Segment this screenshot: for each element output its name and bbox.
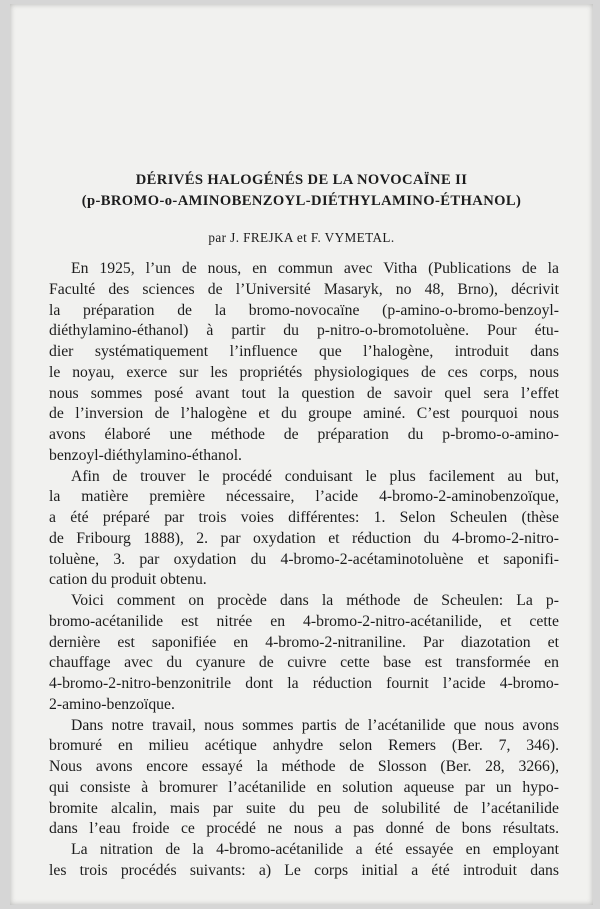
text-line: a été préparé par trois voies différentes: 1. Selon Scheulen (thèse <box>49 509 559 526</box>
text-line: chauffage avec du cyanure de cuivre cette base est transformée en <box>49 654 559 672</box>
text-line: Voici comment on procède dans la méthode de Scheulen: La p- <box>71 592 559 609</box>
text-line: La nitration de la 4-bromo-acétanilide a été essayée en employant <box>71 841 559 858</box>
paragraph <box>49 716 559 841</box>
authors: par J. FREJKA et F. VYMETAL. <box>208 230 395 245</box>
text-line: bromuré en milieu acétique anhydre selon Remers (Ber. 7, 346). <box>49 737 559 755</box>
text-line: qui consiste à bromurer l’acétanilide en solution aqueuse par un hypo- <box>49 778 559 796</box>
text-line: Faculté des sciences de l’Université Masaryk, no 48, Brno), décrivit <box>49 280 559 298</box>
text-line: dans l’eau froide ce procédé ne nous a pas donné de bons résultats. <box>49 820 559 838</box>
text-line: de l’inversion de l’halogène et du groupe aminé. C’est pourquoi nous <box>49 405 559 423</box>
text-line: les trois procédés suivants: a) Le corps initial a été introduit dans <box>49 861 559 879</box>
text-line: nous sommes posé avant tout la question de savoir quel sera l’effet <box>49 384 559 402</box>
text-line: En 1925, l’un de nous, en commun avec Vitha (Publications de la <box>71 260 559 277</box>
text-line: benzoyl-diéthylamino-éthanol. <box>49 446 242 464</box>
text-line: cation du produit obtenu. <box>49 571 207 589</box>
text-line: dier systématiquement l’influence que l’halogène, introduit dans <box>49 343 559 360</box>
text-line: Afin de trouver le procédé conduisant le plus facilement au but, <box>71 467 559 485</box>
text-line: la matière première nécessaire, l’acide 4-bromo-2-aminobenzoïque, <box>49 488 559 506</box>
body-text <box>49 259 559 882</box>
text-line: 4-bromo-2-nitro-benzonitrile dont la réduction fournit l’acide 4-bromo- <box>49 675 559 692</box>
paragraph <box>49 840 559 882</box>
paragraph <box>49 259 559 467</box>
text-line: dernière est saponifiée en 4-bromo-2-nitraniline. Par diazotation et <box>49 633 559 651</box>
text-line: diéthylamino-éthanol) à partir du p-nitro-o-bromotoluène. Pour étu- <box>49 322 559 340</box>
text-line: de Fribourg 1888), 2. par oxydation et réduction du 4-bromo-2-nitro- <box>49 529 559 547</box>
title-line-2: (p-BROMO-o-AMINOBENZOYL-DIÉTHYLAMINO-ÉTHANOL) <box>81 193 522 209</box>
title-line-1: DÉRIVÉS HALOGÉNÉS DE LA NOVOCAÏNE II <box>135 172 468 188</box>
text-line: toluène, 3. par oxydation du 4-bromo-2-acétaminotoluène et saponifi- <box>49 550 559 568</box>
text-line: le noyau, exerce sur les propriétés physiologiques de ces corps, nous <box>49 363 559 381</box>
paragraph <box>49 467 559 592</box>
text-line: bromo-acétanilide est nitrée en 4-bromo-2-nitro-acétanilide, et cette <box>49 612 559 630</box>
text-line: Dans notre travail, nous sommes partis de l’acétanilide que nous avons <box>71 716 559 734</box>
text-line: la préparation de la bromo-novocaïne (p-amino-o-bromo-benzoyl- <box>49 301 559 319</box>
text-line: Nous avons encore essayé la méthode de Slosson (Ber. 28, 3266), <box>49 758 559 775</box>
text-line: 2-amino-benzoïque. <box>49 695 175 713</box>
text-line: avons élaboré une méthode de préparation du p-bromo-o-amino- <box>49 426 559 443</box>
text-line: bromite alcalin, mais par suite du peu de solubilité de l’acétanilide <box>49 799 559 817</box>
document-page <box>10 4 593 905</box>
paragraph <box>49 591 559 716</box>
